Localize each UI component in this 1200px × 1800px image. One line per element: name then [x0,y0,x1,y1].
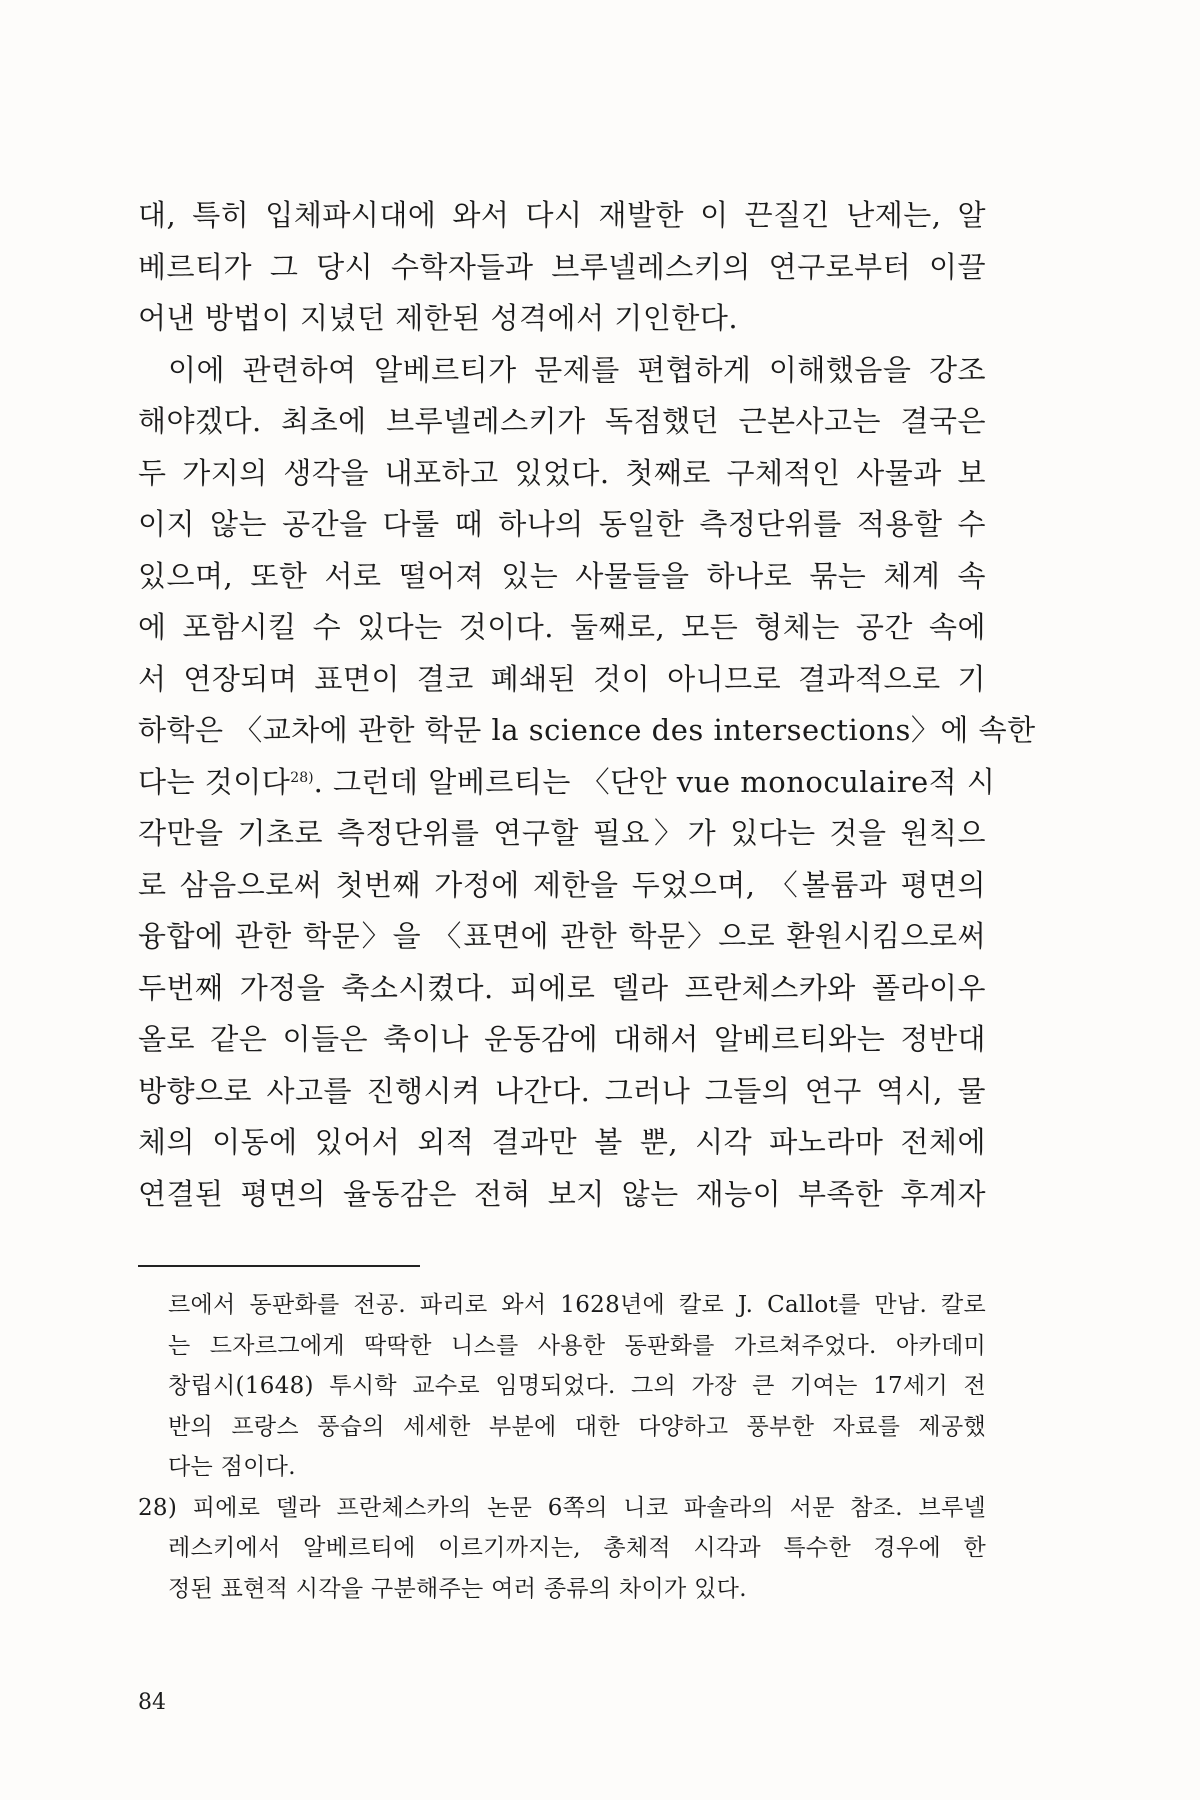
body-line: 있으며, 또한 서로 떨어져 있는 사물들을 하나로 묶는 체계 속 [138,558,986,593]
body-text [138,190,1036,1220]
footnote-line: 반의 프랑스 풍습의 세세한 부분에 대한 다양하고 풍부한 자료를 제공했 [168,1413,986,1440]
footnote-line: 다는 점이다. [168,1454,296,1480]
body-line: 이지 않는 공간을 다룰 때 하나의 동일한 측정단위를 적용할 수 [138,507,986,541]
footnote-line: 르에서 동판화를 전공. 파리로 와서 1628년에 칼로 J. Callot를 만남. 칼로 [168,1292,986,1318]
footnote-line: 는 드자르그에게 딱딱한 니스를 사용한 동판화를 가르쳐주었다. 아카데미 [168,1332,986,1359]
body-line: 올로 같은 이들은 축이나 운동감에 대해서 알베르티와는 정반대 [138,1022,986,1056]
body-line: 체의 이동에 있어서 외적 결과만 볼 뿐, 시각 파노라마 전체에 [138,1125,986,1159]
body-line: 두 가지의 생각을 내포하고 있었다. 첫째로 구체적인 사물과 보 [138,455,986,490]
body-line-part: 다는 것이다 [138,764,291,799]
body-line: 로 삼음으로써 첫번째 가정에 제한을 두었으며, 〈볼륨과 평면의 [138,867,986,902]
footnote-28-line: 28) 피에로 델라 프란체스카의 논문 6쪽의 니코 파솔라의 서문 참조. 브루넬 [138,1494,986,1521]
body-line: 베르티가 그 당시 수학자들과 브루넬레스키의 연구로부터 이끌 [138,249,986,284]
body-line: 각만을 기초로 측정단위를 연구할 필요〉가 있다는 것을 원칙으 [138,816,986,850]
body-line: 연결된 평면의 율동감은 전혀 보지 않는 재능이 부족한 후계자 [138,1176,986,1211]
footnotes [138,1285,986,1609]
body-line: 방향으로 사고를 진행시켜 나간다. 그러나 그들의 연구 역시, 물 [138,1073,986,1108]
body-line: 대, 특히 입체파시대에 와서 다시 재발한 이 끈질긴 난제는, 알 [138,198,986,232]
body-line: 이에 관련하여 알베르티가 문제를 편협하게 이해했음을 강조 [168,352,986,387]
footnote-28-line: 정된 표현적 시각을 구분해주는 여러 종류의 차이가 있다. [168,1575,747,1602]
body-line-with-footnote [138,757,996,809]
footnote-divider [138,1265,420,1267]
body-line: 하학은 〈교차에 관한 학문 la science des intersections〉에 속한 [138,713,1036,747]
body-line: 해야겠다. 최초에 브루넬레스키가 독점했던 근본사고는 결국은 [138,404,986,438]
footnote-line: 창립시(1648) 투시학 교수로 임명되었다. 그의 가장 큰 기여는 17세기 전 [168,1373,986,1399]
page-number: 84 [138,1690,166,1715]
body-line: 서 연장되며 표면이 결코 폐쇄된 것이 아니므로 결과적으로 기 [138,661,986,696]
body-line-part: . 그런데 알베르티는 〈단안 vue monoculaire적 시 [313,764,996,799]
footnote-reference: 28) [290,769,314,786]
body-line: 에 포함시킬 수 있다는 것이다. 둘째로, 모든 형체는 공간 속에 [138,610,986,644]
body-line: 두번째 가정을 축소시켰다. 피에로 델라 프란체스카와 폴라이우 [138,970,986,1005]
footnote-28-line: 레스키에서 알베르티에 이르기까지는, 총체적 시각과 특수한 경우에 한 [168,1535,986,1561]
body-line: 어낸 방법이 지녔던 제한된 성격에서 기인한다. [138,301,739,335]
body-line: 융합에 관한 학문〉을 〈표면에 관한 학문〉으로 환원시킴으로써 [138,919,986,953]
